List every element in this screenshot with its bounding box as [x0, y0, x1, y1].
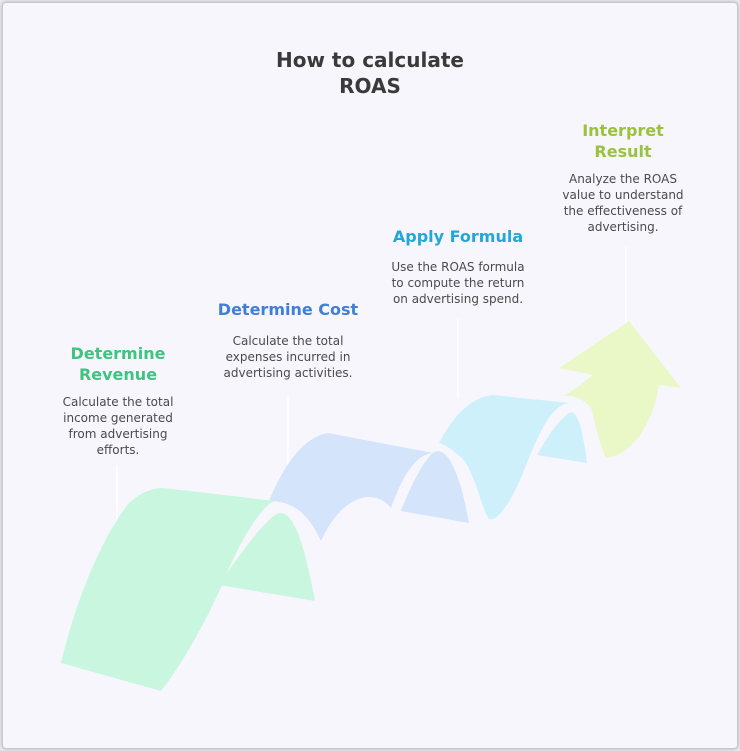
step-description-line: to compute the return	[391, 276, 525, 290]
step-title-line: Interpret	[582, 121, 664, 140]
page-title-line-1: How to calculate	[276, 48, 464, 72]
step-title-determine-cost	[198, 299, 378, 320]
step-description-determine-cost	[198, 333, 378, 381]
step-description-line: efforts.	[96, 443, 140, 457]
step-description-line: income generated	[63, 411, 173, 425]
step-title-line: Result	[594, 142, 652, 161]
step-title-line: Revenue	[78, 365, 158, 384]
infographic-frame	[2, 2, 738, 749]
step-title-line: Determine	[70, 344, 166, 363]
step-description-apply-formula	[373, 259, 543, 307]
step-description-line: Use the ROAS formula	[391, 260, 525, 274]
step-description-line: Calculate the total	[232, 334, 344, 348]
step-description-line: Analyze the ROAS	[568, 172, 677, 186]
step-title-apply-formula	[373, 226, 543, 247]
step-title-line: Determine Cost	[217, 300, 359, 319]
ribbon-segment-revenue	[61, 488, 275, 691]
step-title-interpret-result	[548, 120, 698, 162]
step-description-line: the effectiveness of	[563, 204, 683, 218]
step-description-line: expenses incurred in	[225, 350, 351, 364]
step-description-line: advertising.	[587, 220, 659, 234]
step-title-determine-revenue	[43, 343, 193, 385]
step-description-line: value to understand	[562, 188, 684, 202]
step-description-line: on advertising spend.	[392, 292, 524, 306]
step-description-line: Calculate the total	[62, 395, 174, 409]
page-title	[3, 47, 737, 99]
step-description-line: from advertising	[68, 427, 168, 441]
page-title-line-2: ROAS	[339, 74, 401, 98]
step-title-line: Apply Formula	[392, 227, 524, 246]
step-description-determine-revenue	[33, 394, 203, 458]
step-description-line: advertising activities.	[223, 366, 353, 380]
step-description-interpret-result	[543, 171, 703, 235]
